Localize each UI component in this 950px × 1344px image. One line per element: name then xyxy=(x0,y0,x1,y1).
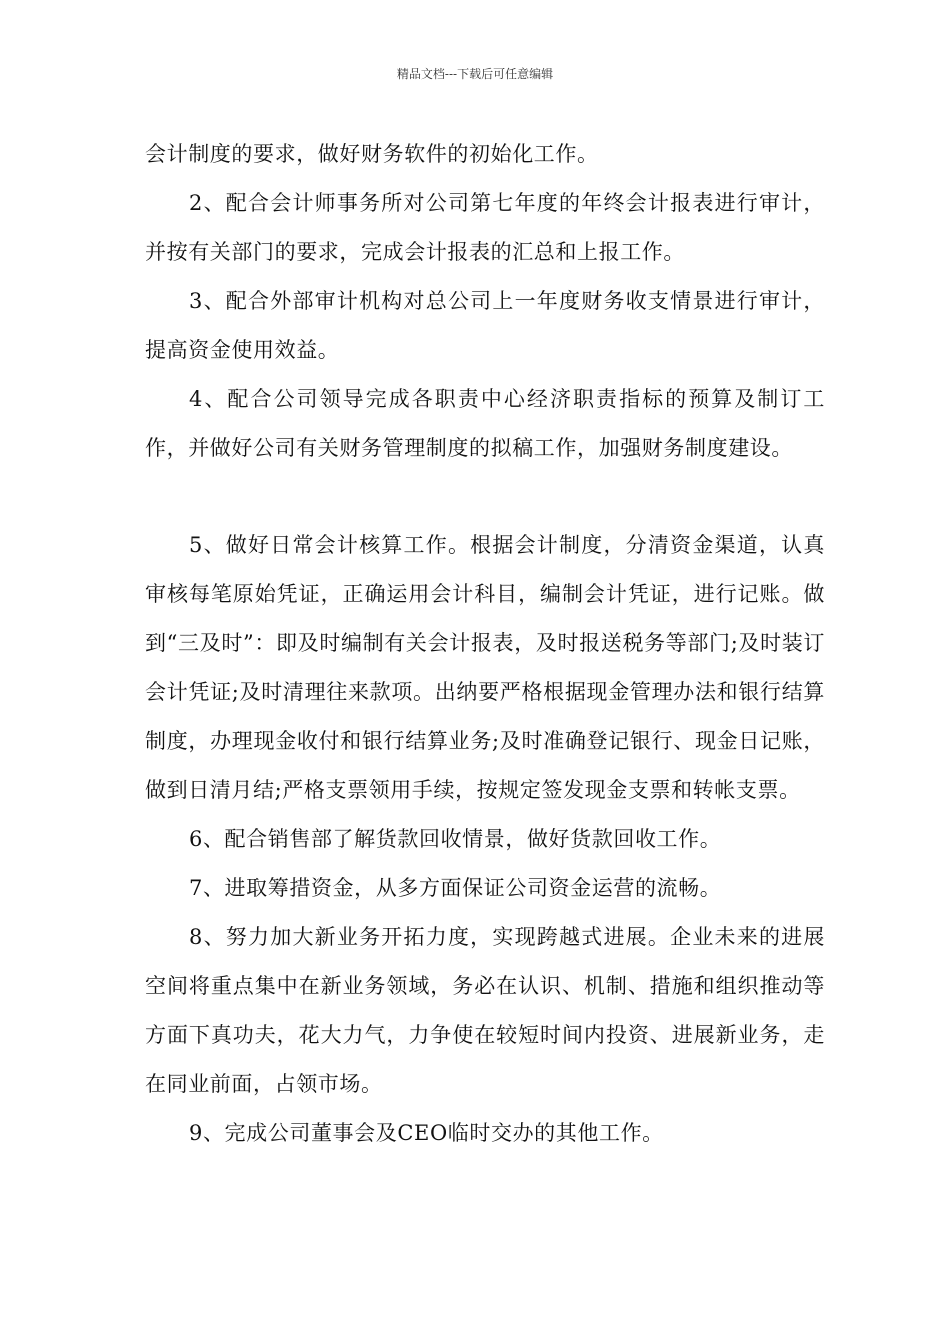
page-header: 精品文档---下载后可任意编辑 xyxy=(396,67,554,81)
paragraph-item-5: 5、做好日常会计核算工作。根据会计制度，分清资金渠道，认真审核每笔原始凭证，正确运用会计科目，编制会计凭证，进行记账。做到“三及时”：即及时编制有关会计报表，及时报送税务等部门;及时装订会计凭证;及时清理往来款项。出纳要严格根据现金管理办法和银行结算制度，办理现金收付和银行结算业务;及时准确登记银行、现金日记账，做到日清月结;严格支票领用手续，按规定签发现金支票和转帐支票。 xyxy=(145,533,825,802)
paragraph-item-9: 9、完成公司董事会及CEO临时交办的其他工作。 xyxy=(189,1121,664,1145)
paragraph-item-6: 6、配合销售部了解货款回收情景，做好货款回收工作。 xyxy=(189,827,722,851)
document-body xyxy=(145,130,825,1158)
paragraph-gap xyxy=(145,473,825,521)
paragraph-continuation: 会计制度的要求，做好财务软件的初始化工作。 xyxy=(145,142,599,166)
paragraph-item-3: 3、配合外部审计机构对总公司上一年度财务收支情景进行审计，提高资金使用效益。 xyxy=(145,289,825,362)
paragraph-item-4: 4、配合公司领导完成各职责中心经济职责指标的预算及制订工作，并做好公司有关财务管理制度的拟稿工作，加强财务制度建设。 xyxy=(145,387,825,460)
paragraph-item-2: 2、配合会计师事务所对公司第七年度的年终会计报表进行审计，并按有关部门的要求，完成会计报表的汇总和上报工作。 xyxy=(145,191,825,264)
paragraph-item-8: 8、努力加大新业务开拓力度，实现跨越式进展。企业未来的进展空间将重点集中在新业务领域，务必在认识、机制、措施和组织推动等方面下真功夫，花大力气，力争使在较短时间内投资、进展新业务，走在同业前面，占领市场。 xyxy=(145,925,825,1096)
paragraph-item-7: 7、进取筹措资金，从多方面保证公司资金运营的流畅。 xyxy=(189,876,722,900)
